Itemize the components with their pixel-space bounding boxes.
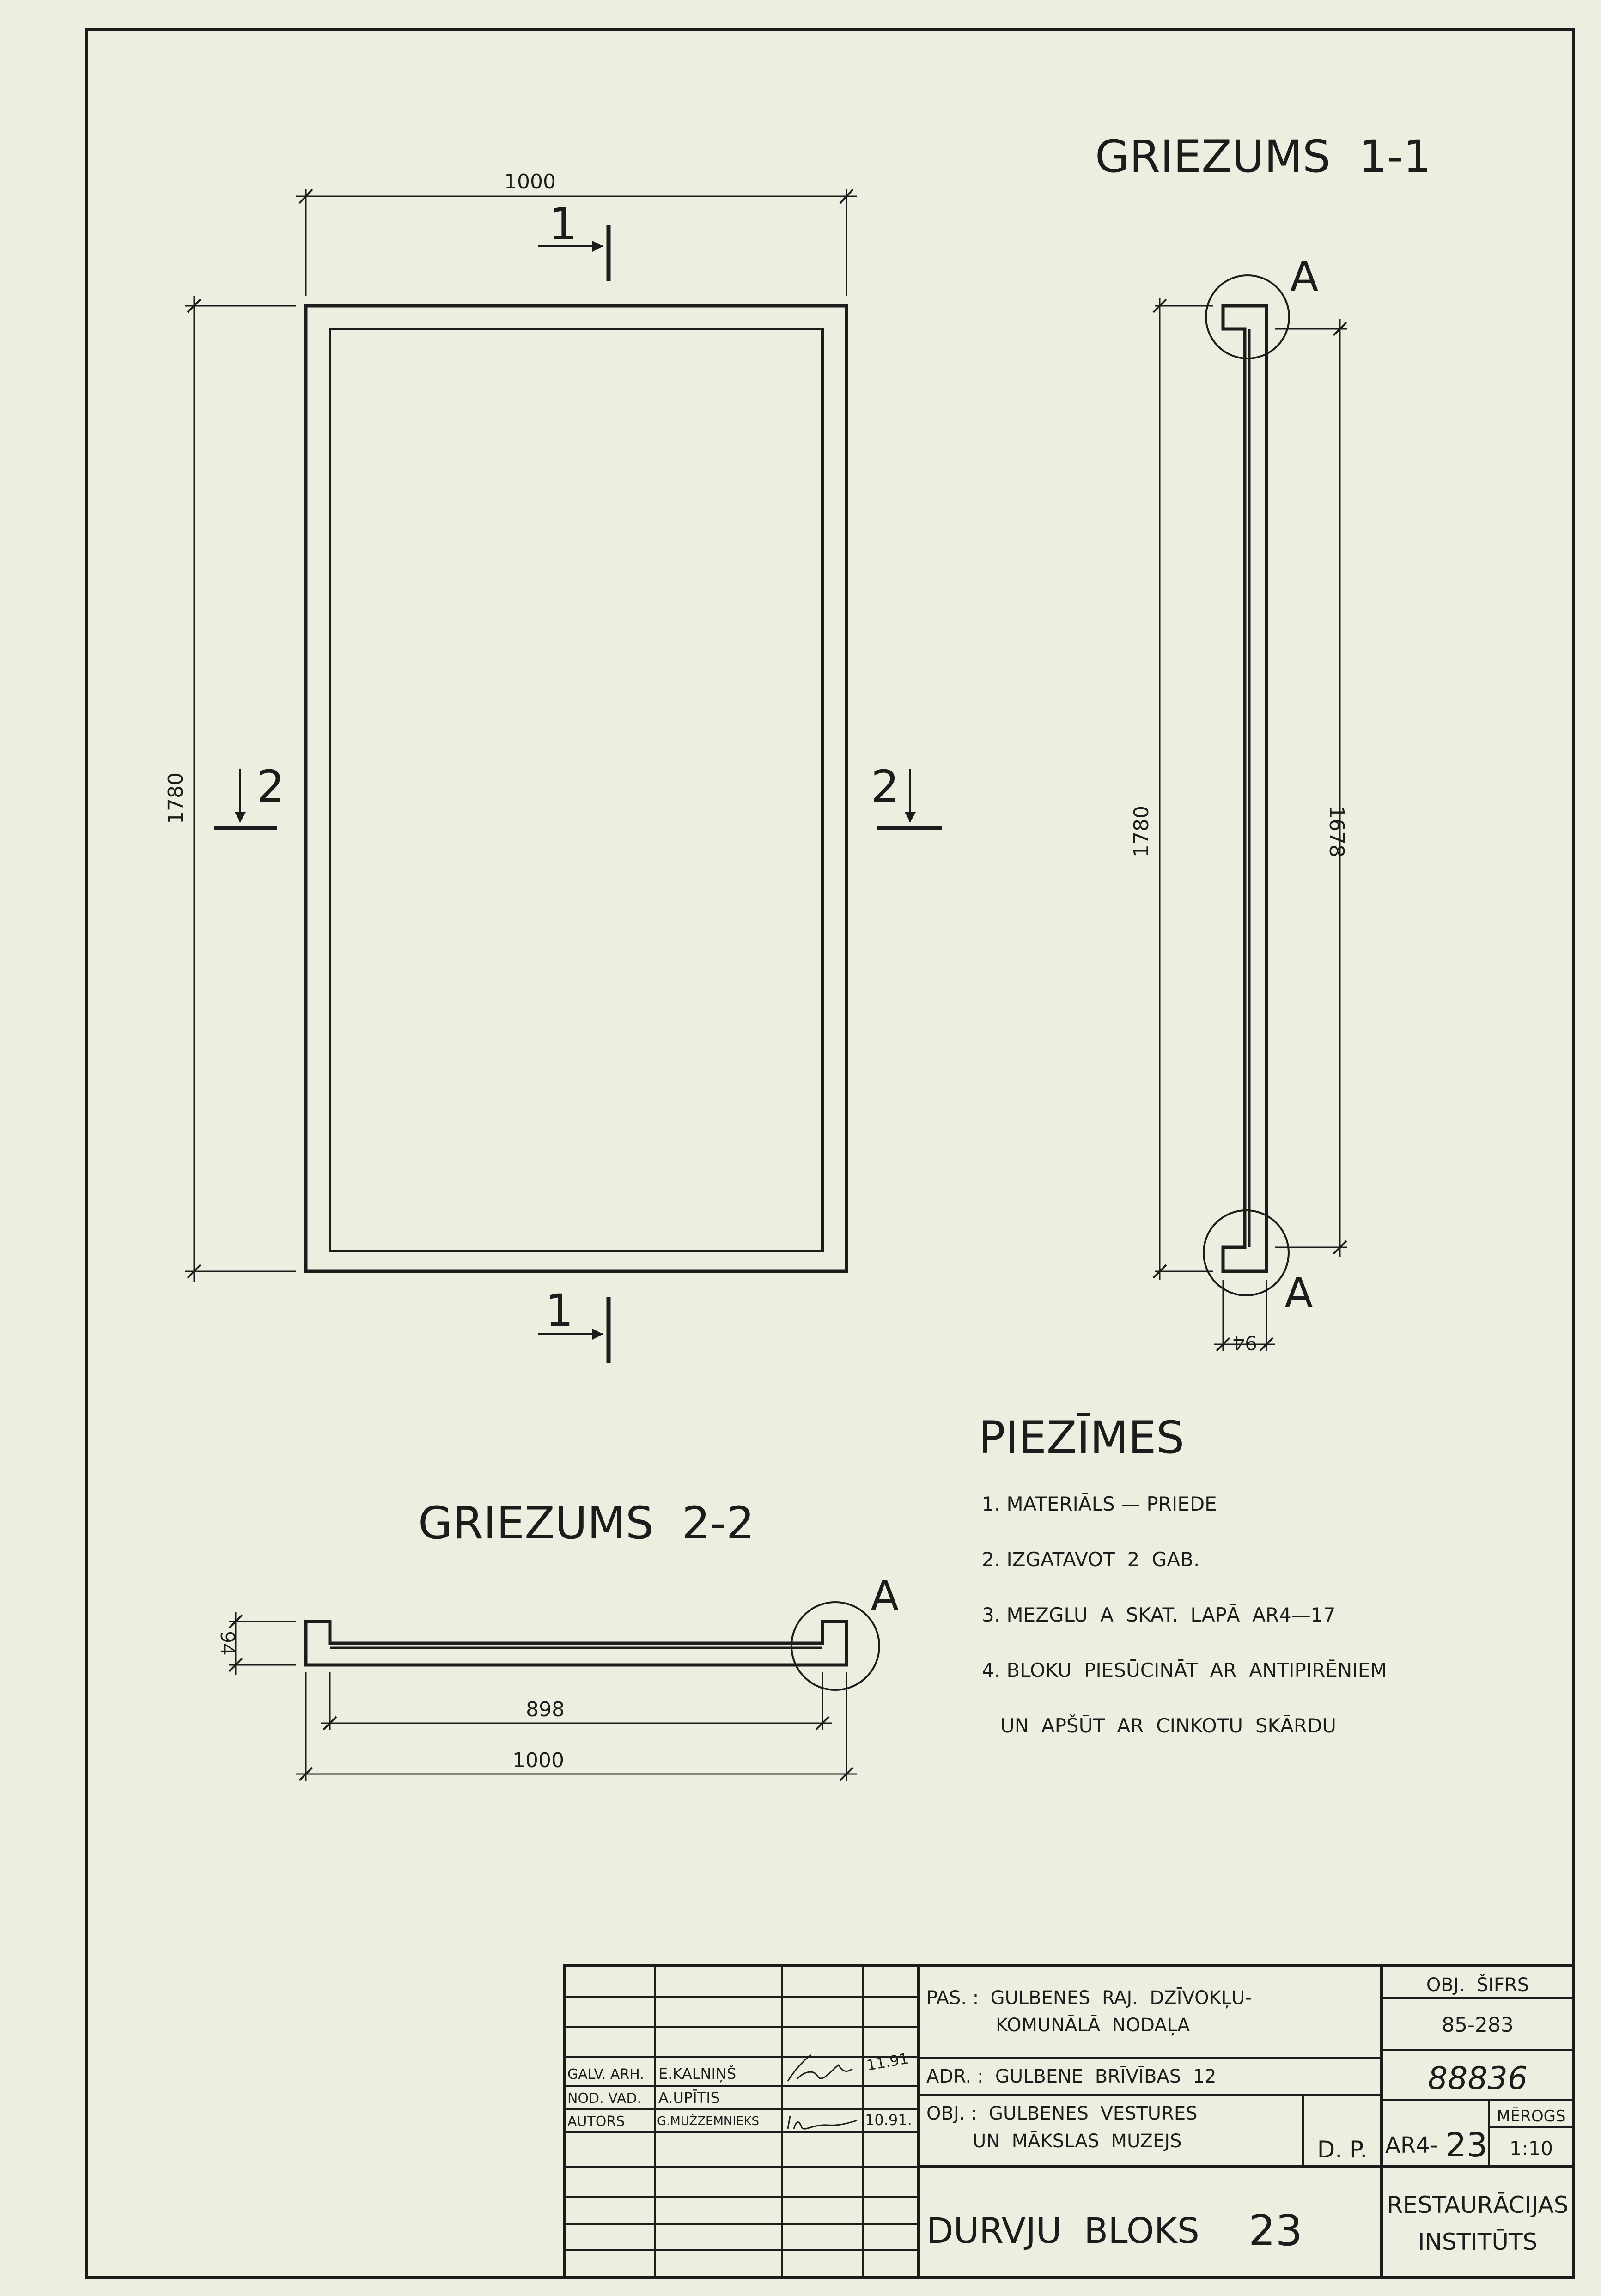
name-chief-architect: E.KALNIŅŠ: [658, 2065, 737, 2083]
object-line-2: UN MĀKSLAS MUZEJS: [973, 2131, 1182, 2152]
cut-2-right-label: 2: [871, 761, 900, 813]
detail-a-bottom-label: A: [1284, 1269, 1313, 1318]
drawing-number: 23: [1248, 2206, 1303, 2255]
door-block-outline: [306, 306, 846, 1271]
section-1-1-total-dimension: [1130, 298, 1213, 1280]
section-1-1-inner-dimension: [1275, 319, 1348, 1257]
note-2: 2. IZGATAVOT 2 GAB.: [982, 1548, 1200, 1571]
scale-label: MĒROGS: [1497, 2107, 1566, 2126]
cut-1-top-label: 1: [549, 198, 578, 250]
signature-chief-architect: [788, 2055, 852, 2081]
cut-2-left-label: 2: [256, 761, 285, 813]
cut-1-bottom-label: 1: [545, 1285, 574, 1336]
section-1-1-thickness-dimension: [1214, 1280, 1275, 1354]
name-department-head: A.UPĪTIS: [658, 2089, 720, 2107]
section-2-2: [216, 1497, 899, 1781]
client-line-1: PAS. : GULBENES RAJ. DZĪVOKĻU-: [926, 1987, 1252, 2009]
design-stage: D. P.: [1317, 2136, 1368, 2163]
front-width-label: 1000: [504, 170, 556, 194]
front-view: [164, 170, 942, 1363]
section-2-2-total-label: 1000: [512, 1749, 564, 1772]
client-line-2: KOMUNĀLĀ NODAĻA: [996, 2015, 1190, 2036]
organization-line-2: INSTITŪTS: [1418, 2229, 1538, 2255]
section-2-2-title: GRIEZUMS 2-2: [418, 1497, 755, 1549]
signature-author: [788, 2116, 857, 2129]
role-department-head: NOD. VAD.: [567, 2090, 641, 2107]
cut-mark-1-bottom: [538, 1285, 609, 1363]
notes-title: PIEZĪMES: [979, 1412, 1185, 1464]
note-3: 3. MEZGLU A SKAT. LAPĀ AR4—17: [982, 1604, 1336, 1626]
name-author: G.MUŽZEMNIEKS: [657, 2114, 759, 2128]
sheet-code-prefix: AR4-: [1385, 2132, 1438, 2158]
front-height-label: 1780: [164, 772, 188, 824]
note-4-continued: UN APŠŪT AR CINKOTU SKĀRDU: [1000, 1714, 1337, 1737]
section-1-1-total-label: 1780: [1130, 806, 1153, 857]
address: ADR. : GULBENE BRĪVĪBAS 12: [926, 2066, 1217, 2087]
cut-mark-1-top: [538, 198, 609, 281]
section-1-1-profile: [1223, 306, 1266, 1271]
note-1: 1. MATERIĀLS — PRIEDE: [982, 1493, 1217, 1515]
door-block-inner-edge: [330, 329, 822, 1251]
section-1-1: [1095, 131, 1431, 1354]
title-block: [565, 1966, 1574, 2278]
object-code-label: OBJ. ŠIFRS: [1426, 1974, 1529, 1996]
section-2-2-thickness-label: 94: [216, 1631, 239, 1656]
archive-number: 88836: [1427, 2060, 1528, 2097]
section-2-2-total-dimension: [296, 1672, 857, 1781]
section-2-2-profile: [306, 1622, 846, 1665]
detail-a-circle-section-2: [791, 1602, 879, 1690]
date-chief-architect: 11.91: [865, 2049, 910, 2074]
detail-a-top-label: A: [1290, 253, 1319, 301]
section-1-1-title: GRIEZUMS 1-1: [1095, 131, 1431, 182]
section-2-2-inner-dimension: [321, 1672, 832, 1730]
sheet-code-number: 23: [1445, 2126, 1488, 2164]
role-author: AUTORS: [567, 2114, 625, 2130]
section-1-1-inner-label: 1678: [1325, 806, 1348, 857]
cut-mark-2-right: [871, 761, 942, 828]
organization-line-1: RESTAURĀCIJAS: [1387, 2192, 1569, 2218]
drawing-frame: [87, 30, 1574, 2278]
date-author: 10.91.: [865, 2111, 912, 2129]
section-1-1-thickness-label: 94: [1232, 1331, 1257, 1354]
scale-value: 1:10: [1509, 2137, 1553, 2160]
section-2-2-thickness-dimension: [216, 1612, 296, 1675]
notes-block: [979, 1412, 1387, 1737]
cut-mark-2-left: [214, 761, 285, 828]
role-chief-architect: GALV. ARH.: [567, 2066, 644, 2083]
object-code: 85-283: [1442, 2013, 1514, 2037]
detail-a-section-2-label: A: [871, 1572, 899, 1621]
object-line-1: OBJ. : GULBENES VESTURES: [926, 2103, 1198, 2124]
note-4: 4. BLOKU PIESŪCINĀT AR ANTIPIRĒNIEM: [982, 1659, 1387, 1682]
drawing-title: DURVJU BLOKS: [926, 2210, 1199, 2251]
detail-a-circle-top: [1206, 275, 1289, 358]
section-2-2-inner-label: 898: [526, 1698, 565, 1721]
